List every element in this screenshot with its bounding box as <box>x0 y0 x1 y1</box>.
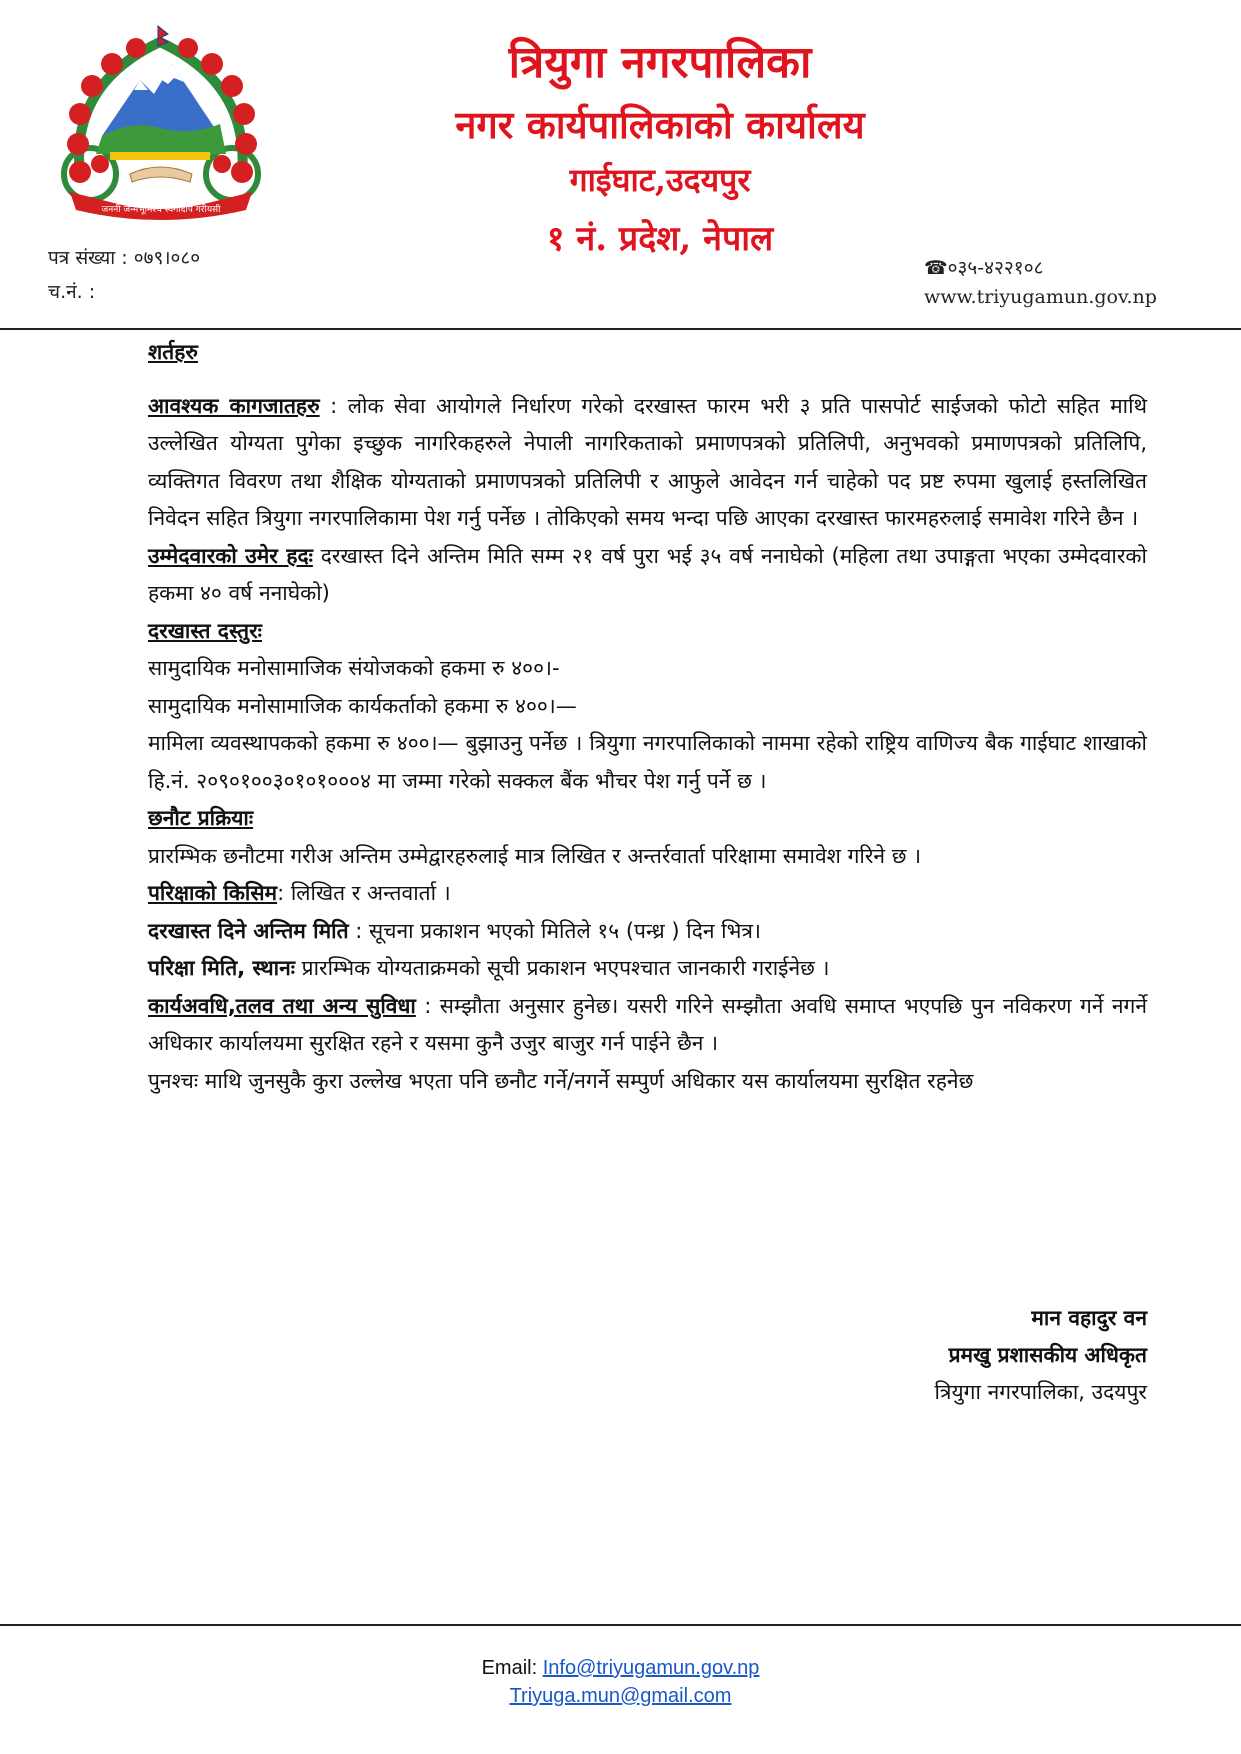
note-paragraph: पुनश्चः माथि जुनसुकै कुरा उल्लेख भएता पनि छनौट गर्ने/नगर्ने सम्पुर्ण अधिकार यस कार्यालयमा सुरक्षित रहनेछ <box>148 1068 974 1093</box>
age-text: दरखास्त दिने अन्तिम मिति सम्म २१ वर्ष पुरा भई ३५ वर्ष ननाघेको (महिला तथा उपाङ्गता भएका उम्मेदवारको हकमा ४० वर्ष ननाघेको) <box>148 543 1147 605</box>
website-link[interactable]: www.triyugamun.gov.np <box>924 286 1157 308</box>
signatory-name: मान वहादुर वन <box>1031 1306 1147 1330</box>
selection-text: प्रारम्भिक छनौटमा गरीअ अन्तिम उम्मेद्वारहरुलाई मात्र लिखित र अन्तर्रवार्ता परिक्षामा समावेश गरिने छ । <box>148 843 922 868</box>
age-label: उम्मेदवारको उमेर हदः <box>148 543 313 568</box>
exam-type-label: परिक्षाको किसिम <box>148 881 278 905</box>
signatory-title: प्रमखु प्रशासकीय अधिकृत <box>948 1343 1147 1367</box>
email-link-1[interactable]: Info@triyugamun.gov.np <box>542 1657 760 1679</box>
office-title: त्रियुगा नगरपालिका <box>508 37 812 88</box>
header-divider <box>0 328 1241 330</box>
fee-line-2: सामुदायिक मनोसामाजिक कार्यकर्ताको हकमा रु ४००।— <box>148 693 577 718</box>
section-title: शर्तहरु <box>148 340 198 364</box>
conditions-body <box>148 334 1147 1100</box>
office-address: गाईघाट,उदयपुर <box>569 161 751 199</box>
dispatch-number: च.नं. : <box>48 281 96 303</box>
phone-line <box>924 254 1043 280</box>
office-province: १ नं. प्रदेश, नेपाल <box>546 219 774 259</box>
selection-label: छनौट प्रक्रियाः <box>148 806 254 830</box>
phone-number: ०३५-४२२१०८ <box>947 257 1044 279</box>
documents-text: : लोक सेवा आयोगले निर्धारण गरेको दरखास्त फारम भरी ३ प्रति पासपोर्ट साईजको फोटो सहित माथि उल्लेखित योग्यता पुगेका इच्छुक नागरिकहरुले नेपाली नागरिकताको प्रमाणपत्रको प्रतिलिपी, अनुभवको प्रमाणपत्रको प्रतिलिपि, व्यक्तिगत विवरण तथा शैक्षिक योग्यताको प्रमाणपत्रको प्रतिलिपी र आफुले आवेदन गर्न चाहेको पद प्रष्ट रुपमा खुलाई हस्तलिखित निवेदन सहित त्रियुगा नगरपालिकामा पेश गर्नु पर्नेछ । तोकिएको समय भन्दा पछि आएका दरखास्त फारमहरुलाई समावेश गरिने छैन । <box>148 393 1147 530</box>
deadline-label: दरखास्त दिने अन्तिम मिति <box>148 918 349 943</box>
exam-date-label: परिक्षा मिति, स्थानः <box>148 956 295 980</box>
age-paragraph <box>148 538 1147 613</box>
deadline-text: : सूचना प्रकाशन भएको मितिले १५ (पन्ध्र ) दिन भित्र। <box>348 918 761 943</box>
handshake-icon <box>130 167 192 182</box>
fee-line-3: मामिला व्यवस्थापकको हकमा रु ४००।— बुझाउनु पर्नेछ । त्रियुगा नगरपालिकाको नाममा रहेको राष्ट्रिय वाणिज्य बैक गाईघाट शाखाको हि.नं. २०९०१००३०१०१०००४ मा जम्मा गरेको सक्कल बैंक भौचर पेश गर्नु पर्ने छ । <box>148 731 1147 793</box>
fee-line-1: सामुदायिक मनोसामाजिक संयोजकको हकमा रु ४००।- <box>148 656 560 680</box>
term-text: : सम्झौता अनुसार हुनेछ। यसरी गरिने सम्झौता अवधि समाप्त भएपछि पुन नविकरण गर्ने नगर्ने अधिकार कार्यालयमा सुरक्षित रहने र यसमा कुनै उजुर बाजुर गर्न पाईने छैन । <box>148 993 1148 1055</box>
flag-icon <box>158 26 168 46</box>
exam-type-text: : लिखित र अन्तवार्ता । <box>277 881 451 905</box>
email-label: Email: <box>481 1657 543 1679</box>
letter-reference: पत्र संख्या : ०७९।०८० <box>48 247 201 269</box>
office-subtitle: नगर कार्यपालिकाको कार्यालय <box>455 102 865 147</box>
email-link-2[interactable]: Triyuga.mun@gmail.com <box>509 1685 732 1707</box>
signatory-office: त्रियुगा नगरपालिका, उदयपुर <box>934 1380 1147 1404</box>
footer-divider <box>0 1624 1241 1626</box>
exam-type-paragraph <box>148 875 1147 913</box>
term-paragraph <box>148 988 1147 1063</box>
phone-icon: ☎ <box>924 257 948 279</box>
nepal-emblem-icon <box>50 24 272 226</box>
signature-block <box>934 1300 1147 1411</box>
term-label: कार्यअवधि,तलव तथा अन्य सुविधा <box>148 993 416 1018</box>
footer <box>0 1654 1241 1710</box>
documents-label: आवश्यक कागजातहरु <box>148 393 320 418</box>
documents-paragraph <box>148 388 1147 538</box>
exam-date-text: प्रारम्भिक योग्यताक्रमको सूची प्रकाशन भएपश्चात जानकारी गराईनेछ । <box>294 956 830 980</box>
fee-label: दरखास्त दस्तुरः <box>148 618 262 643</box>
emblem-motto: जननी जन्मभूमिश्च स्वर्गादपि गरीयसी <box>101 205 221 215</box>
deadline-paragraph <box>148 913 1147 951</box>
exam-date-paragraph <box>148 950 1147 988</box>
